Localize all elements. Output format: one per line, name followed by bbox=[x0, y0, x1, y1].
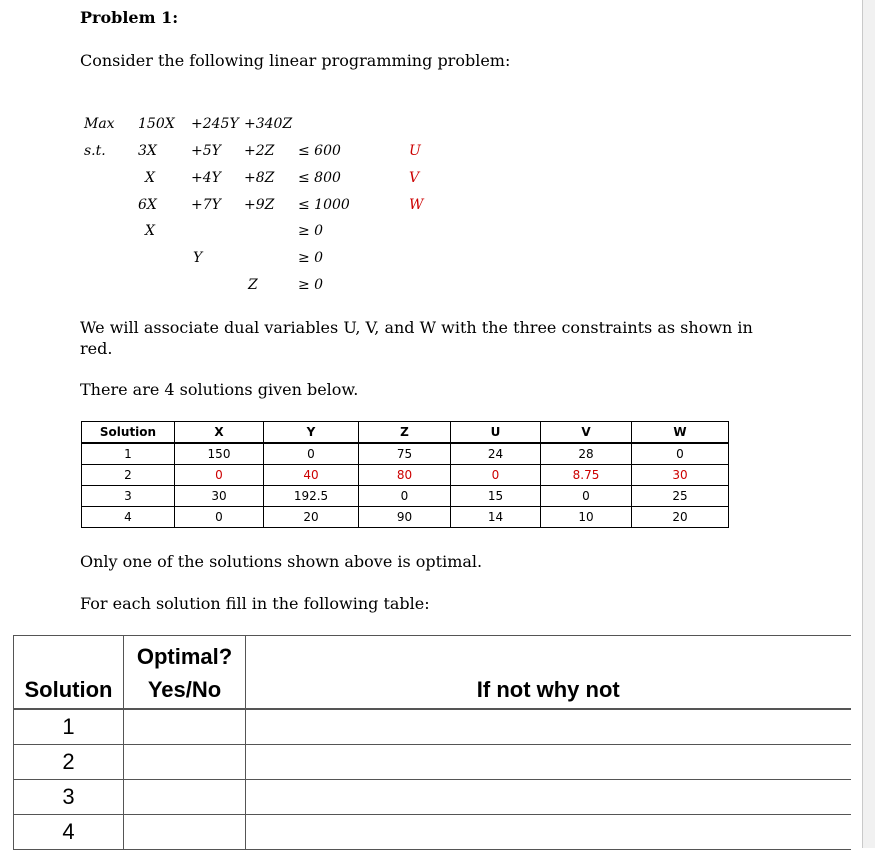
cell: 0 bbox=[264, 443, 359, 465]
answer-header-optimal-line2: Yes/No bbox=[147, 677, 222, 702]
cell: 90 bbox=[359, 507, 451, 528]
lp-objective-z: +340Z bbox=[244, 116, 293, 132]
cell: 8.75 bbox=[541, 465, 632, 486]
lp-nn-x-rhs: ≥ 0 bbox=[298, 223, 324, 239]
cell: 14 bbox=[451, 507, 541, 528]
header-z: Z bbox=[359, 422, 451, 444]
lp-st-label: s.t. bbox=[84, 143, 106, 159]
dual-explanation: We will associate dual variables U, V, and W with the three constraints as shown in bbox=[80, 318, 753, 337]
table-row bbox=[14, 815, 851, 850]
cell: 20 bbox=[632, 507, 729, 528]
table-row bbox=[14, 780, 851, 815]
lp-c3-z: +9Z bbox=[244, 197, 275, 213]
answer-optimal-field[interactable] bbox=[124, 815, 246, 850]
lp-c2-y: +4Y bbox=[191, 170, 221, 186]
lp-nn-y: Y bbox=[193, 250, 203, 266]
answer-header-row bbox=[14, 636, 851, 710]
lp-c2-z: +8Z bbox=[244, 170, 275, 186]
answer-solution-number: 4 bbox=[14, 815, 124, 850]
answer-optimal-field[interactable] bbox=[124, 780, 246, 815]
header-solution: Solution bbox=[82, 422, 175, 444]
answer-reason-field[interactable] bbox=[246, 780, 851, 815]
table-row bbox=[82, 486, 729, 507]
optimal-statement: Only one of the solutions shown above is optimal. bbox=[80, 552, 483, 571]
lp-c2-dual: V bbox=[409, 170, 420, 186]
cell: 40 bbox=[264, 465, 359, 486]
lp-nn-z-rhs: ≥ 0 bbox=[298, 277, 324, 293]
answer-header-solution: Solution bbox=[14, 636, 124, 710]
lp-c1-rhs: ≤ 600 bbox=[298, 143, 341, 159]
cell: 0 bbox=[175, 465, 264, 486]
header-y: Y bbox=[264, 422, 359, 444]
fill-instruction: For each solution fill in the following table: bbox=[80, 594, 430, 613]
cell: 75 bbox=[359, 443, 451, 465]
answer-optimal-field[interactable] bbox=[124, 709, 246, 745]
solutions-intro: There are 4 solutions given below. bbox=[80, 380, 359, 399]
scrollbar-track[interactable] bbox=[862, 0, 875, 848]
cell: 2 bbox=[82, 465, 175, 486]
lp-c1-y: +5Y bbox=[191, 143, 221, 159]
lp-objective-y: +245Y bbox=[191, 116, 239, 132]
cell: 0 bbox=[541, 486, 632, 507]
lp-c3-y: +7Y bbox=[191, 197, 221, 213]
lp-c1-dual: U bbox=[409, 143, 421, 159]
lp-nn-z: Z bbox=[248, 277, 258, 293]
cell: 80 bbox=[359, 465, 451, 486]
lp-c2-rhs: ≤ 800 bbox=[298, 170, 341, 186]
table-row bbox=[82, 465, 729, 486]
solutions-table bbox=[81, 421, 729, 528]
answer-solution-number: 2 bbox=[14, 745, 124, 780]
lp-c3-dual: W bbox=[409, 197, 424, 213]
header-v: V bbox=[541, 422, 632, 444]
answer-solution-number: 3 bbox=[14, 780, 124, 815]
cell: 15 bbox=[451, 486, 541, 507]
answer-solution-number: 1 bbox=[14, 709, 124, 745]
answer-header-reason: If not why not bbox=[246, 636, 851, 710]
answer-optimal-field[interactable] bbox=[124, 745, 246, 780]
cell: 30 bbox=[632, 465, 729, 486]
table-row bbox=[82, 507, 729, 528]
lp-nn-y-rhs: ≥ 0 bbox=[298, 250, 324, 266]
cell: 3 bbox=[82, 486, 175, 507]
lp-c1-z: +2Z bbox=[244, 143, 275, 159]
cell: 192.5 bbox=[264, 486, 359, 507]
dual-explanation-cont: red. bbox=[80, 339, 113, 358]
header-w: W bbox=[632, 422, 729, 444]
table-row bbox=[82, 443, 729, 465]
cell: 10 bbox=[541, 507, 632, 528]
lp-c3-x: 6X bbox=[138, 197, 157, 213]
cell: 0 bbox=[451, 465, 541, 486]
problem-title: Problem 1: bbox=[80, 8, 179, 27]
cell: 4 bbox=[82, 507, 175, 528]
cell: 0 bbox=[632, 443, 729, 465]
cell: 20 bbox=[264, 507, 359, 528]
cell: 0 bbox=[175, 507, 264, 528]
intro-text: Consider the following linear programming problem: bbox=[80, 51, 511, 70]
answer-reason-field[interactable] bbox=[246, 815, 851, 850]
solutions-header-row bbox=[82, 422, 729, 444]
table-row bbox=[14, 709, 851, 745]
cell: 25 bbox=[632, 486, 729, 507]
header-x: X bbox=[175, 422, 264, 444]
answer-header-optimal-line1: Optimal? bbox=[136, 644, 233, 669]
lp-max-label: Max bbox=[84, 116, 115, 132]
cell: 24 bbox=[451, 443, 541, 465]
answer-table bbox=[13, 635, 851, 850]
cell: 28 bbox=[541, 443, 632, 465]
lp-c1-x: 3X bbox=[138, 143, 157, 159]
cell: 150 bbox=[175, 443, 264, 465]
cell: 30 bbox=[175, 486, 264, 507]
cell: 1 bbox=[82, 443, 175, 465]
header-u: U bbox=[451, 422, 541, 444]
cell: 0 bbox=[359, 486, 451, 507]
lp-nn-x: X bbox=[145, 223, 155, 239]
answer-reason-field[interactable] bbox=[246, 745, 851, 780]
lp-objective-x: 150X bbox=[138, 116, 175, 132]
lp-c3-rhs: ≤ 1000 bbox=[298, 197, 350, 213]
lp-c2-x: X bbox=[145, 170, 155, 186]
table-row bbox=[14, 745, 851, 780]
answer-header-optimal bbox=[124, 636, 246, 710]
answer-reason-field[interactable] bbox=[246, 709, 851, 745]
